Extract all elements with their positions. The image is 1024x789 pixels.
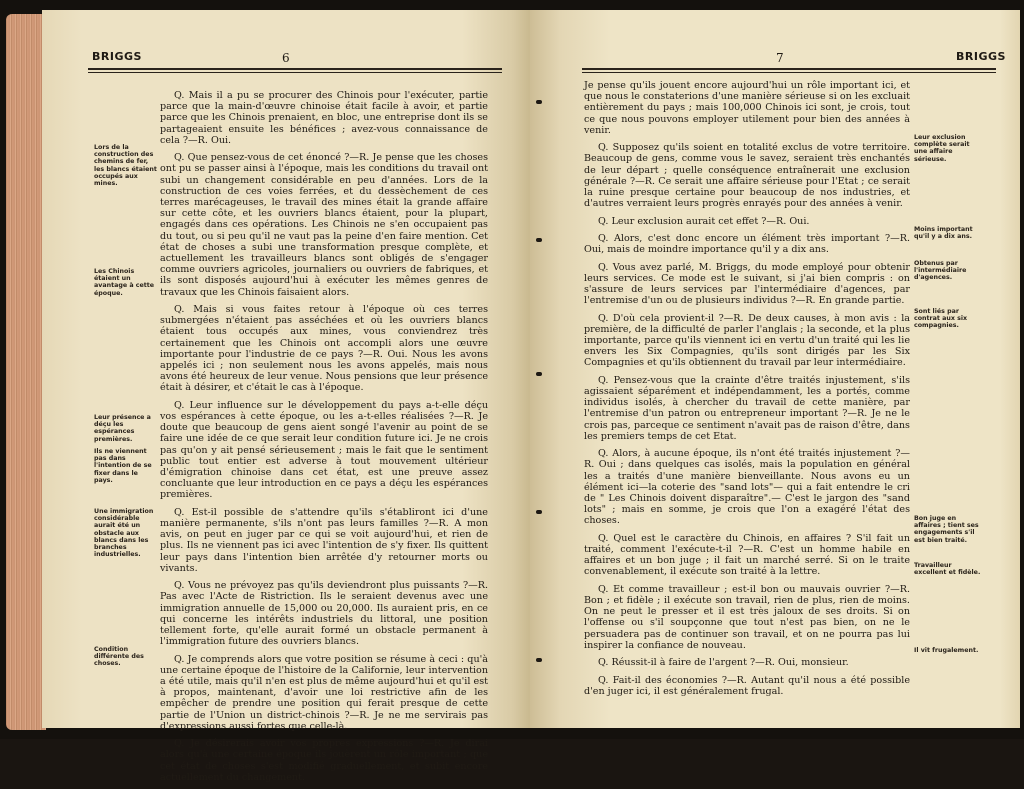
margin-note: Leur présence a déçu les espérances premières.	[94, 414, 151, 443]
margin-note: Les Chinois étaient un avantage à cette époque.	[94, 268, 155, 297]
margin-note: Obtenus par l'intermédiaire d'agences.	[914, 260, 967, 282]
paragraph: Q. Et comme travailleur ; est-il bon ou mauvais ouvrier ?—R. Bon ; et fidèle ; il exécute son travail, rien de plus, rien de moins. On ne peut le presser et il est très jaloux de ses droits. Si on l'offense ou s'il soupçonne que tout n'est pas bien, on ne le persuadera pas de continuer son travail, et on ne pourra pas lui inspirer la confiance de nouveau.	[584, 583, 910, 651]
margin-note: Une immigration considérable aurait été un obstacle aux blancs dans les branches industrielles.	[94, 508, 154, 559]
paragraph: Q. Pensez-vous que la crainte d'être traités injustement, s'ils agissaient séparément et indépendamment, les a portés, comme individus isolés, à chercher du travail de cette manière, par l'entremise d'un patron ou entrepreneur important ?—R. Je ne le crois pas, parceque ce sentiment n'avait pas de raison d'être, dans les premiers temps de cet Etat.	[584, 374, 910, 442]
paragraph: Q. Alors, c'est donc encore un élément très important ?—R. Oui, mais de moindre importance qu'il y a dix ans.	[584, 233, 910, 256]
left-page	[42, 10, 530, 783]
binding-stitch	[536, 372, 542, 376]
paragraph: Q. Que pensez-vous de cet énoncé ?—R. Je pense que les choses ont pu se passer ainsi à l'époque, mais les conditions du travail ont subi un changement considérable en peu d'années. Lors de la construction de ces voies ferrées, et du dessèchement de ces terres marécageuses, le travail des mines était la grande affaire sur cette côte, et les ouvriers blancs étaient, pour la plupart, engagés dans ces opérations. Les Chinois ne s'en occupaient pas du tout, ou si peu qu'il ne vaut pas la peine d'en faire mention. Cet état de choses a subi une transformation presque complète, et actuellement les travailleurs blancs sont obligés de s'engager comme ouvriers agricoles, journaliers ou ouvriers de fabriques, et ils sont disposés aujourd'hui à exécuter les mêmes genres de travaux que les Chinois faisaient alors.	[160, 152, 488, 298]
paragraph: Q. Est-il possible de s'attendre qu'ils s'établiront ici d'une manière permanente, s'ils n'ont pas leurs familles ?—R. A mon avis, on peut en juger par ce qui se voit aujourd'hui, et rien de plus. Ils ne viennent pas ici avec l'intention de s'y fixer. Ils quittent leur pays dans l'intention bien arrêtée d'y retourner morts ou vivants.	[160, 506, 488, 574]
paragraph: Q. Je comprends alors que votre position se résume à ceci : qu'à une certaine époque de l'histoire de la Californie, leur intervention a été utile, mais qu'il n'en est plus de même aujourd'hui et qu'il est à propos, maintenant, d'avoir une loi restrictive afin de les empêcher de prendre une position qui ferait presque de cette partie de l'Union un district-chinois ?—R. Je ne me servirais pas d'expressions aussi fortes que celle-là.	[160, 653, 488, 732]
binding-stitch	[536, 658, 542, 662]
right-page-body	[584, 80, 910, 703]
paragraph: Q. Mais il a pu se procurer des Chinois pour l'exécuter, partie parce que la main-d'œuvre chinoise était facile à avoir, et partie parce que les Chinois prenaient, en bloc, une entreprise dont ils se partageaient ensuite les bénéfices ; avez-vous connaissance de cela ?—R. Oui.	[160, 90, 488, 146]
right-page	[530, 10, 1020, 728]
margin-note: Il vit frugalement.	[914, 647, 979, 654]
paragraph: Q. Fait-il des économies ?—R. Autant qu'il nous a été possible d'en juger ici, il est généralement frugal.	[584, 674, 910, 697]
left-page-number: 6	[282, 51, 290, 65]
paragraph: Q. Mais si vous faites retour à l'époque où ces terres submergées n'étaient pas asséchées et où les ouvriers blancs étaient tous occupés aux mines, vous conviendrez très certainement que les Chinois ont accompli alors une œuvre importante pour l'industrie de ce pays ?—R. Oui. Nous les avons appelés ici ; non seulement nous les avons appelés, mais nous avons été heureux de leur venue. Nous pensions que leur présence était à désirer, et c'était le cas à l'époque.	[160, 304, 488, 394]
paragraph: Q. Réussit-il à faire de l'argent ?—R. Oui, monsieur.	[598, 657, 849, 669]
left-header-rule-thin	[88, 72, 502, 73]
margin-note: Lors de la construction des chemins de fer, les blancs étaient occupés aux mines.	[94, 144, 157, 188]
margin-note: Moins important qu'il y a dix ans.	[914, 226, 973, 241]
paragraph: Q. Supposez qu'ils soient en totalité exclus de votre territoire. Beaucoup de gens, comme vous le savez, seraient très enchantés de leur départ ; quelle conséquence entraînerait une exclusion générale ?—R. Ce serait une affaire sérieuse pour l'Etat ; ce serait la ruine presque certaine pour beaucoup de nos industries, et d'autres verraient leurs progrès enrayés pour des années à venir.	[584, 142, 910, 210]
paragraph: Q. Vous avez parlé, M. Briggs, du mode employé pour obtenir leurs services. Ce mode est le suivant, si j'ai bien compris : on s'assure de leurs services par l'intermédiaire d'agences, par l'entremise d'un ou de plusieurs individus ?—R. En grande partie.	[584, 261, 910, 307]
margin-note: Bon juge en affaires ; tient ses engagements s'il est bien traité.	[914, 515, 979, 544]
right-header-rule-thin	[582, 72, 996, 73]
binding-stitch	[536, 510, 542, 514]
paragraph: Q. D'où cela provient-il ?—R. De deux causes, à mon avis : la première, de la difficulté de parler l'anglais ; la seconde, et la plus importante, parce qu'ils viennent ici en vertu d'un traité qui les lie envers les Six Compagnies, qu'ils sont dirigés par les Six Compagnies et qu'ils obtiennent du travail par leur intermédiaire.	[584, 312, 910, 369]
margin-note: Condition différente des choses.	[94, 646, 144, 668]
paragraph: Q. Leur exclusion aurait cet effet ?—R. Oui.	[598, 215, 810, 227]
left-running-header: BRIGGS	[92, 50, 142, 63]
margin-note: Travailleur excellent et fidèle.	[914, 562, 981, 577]
paragraph: Q. Quel est le caractère du Chinois, en affaires ? S'il fait un traité, comment l'exécute-t-il ?—R. C'est un homme habile en affaires et un bon juge ; il fait un marché serré. Si on le traite convenablement, il exécute son traité à la lettre.	[584, 532, 910, 578]
binding-stitch	[536, 238, 542, 242]
paragraph: Q. Leur influence sur le développement du pays a-t-elle déçu vos espérances à cette époque, ou les a-t-elles réalisées ?—R. Je doute que beaucoup de gens aient songé l'avenir au point de se faire une idée de ce que serait leur condition future ici. Je ne crois pas qu'on y ait pensé sérieusement ; mais le fait que le sentiment public tout entier est adverse à tout mouvement ultérieur d'émigration chinoise dans cet état, est une preuve assez concluante que leur introduction en ce pays a déçu les espérances premières.	[160, 399, 488, 501]
paragraph: Q. Vous ne prévoyez pas qu'ils deviendront plus puissants ?—R. Pas avec l'Acte de Ristriction. Ils le seraient devenus avec une immigration annuelle de 15,000 ou 20,000. Ils auraient pris, en ce qui concerne les intérêts industriels du littoral, une position tellement forte, qu'elle aurait formé un obstacle permanent à l'immigration future des ouvriers blancs.	[160, 580, 488, 648]
right-page-number: 7	[776, 51, 784, 65]
margin-note: Sont liés par contrat aux six compagnies.	[914, 308, 968, 330]
left-page-body	[160, 90, 488, 789]
paragraph: Je pense qu'ils jouent encore aujourd'hui un rôle important ici, et que nous le constaterions d'une manière sérieuse si on les excluait entièrement du pays ; mais 100,000 Chinois ici sont, je crois, tout ce que nous pouvons employer utilement pour bien des années à venir.	[584, 80, 910, 136]
paragraph: Q. Je désirerais avoir vos propres expressions ?—R. Je dirai alors qu'à une certaine époque ils jouèrent un rôle important ; que cet état de choses s'est modifié graduellement, et subit encore actuellement du changement.	[160, 738, 488, 783]
binding-stitch	[536, 100, 542, 104]
right-running-header: BRIGGS	[956, 50, 1006, 63]
paragraph: Q. Alors, à aucune époque, ils n'ont été traités injustement ?—R. Oui ; dans quelques cas isolés, mais la population en général les a traités d'une manière bienveillante. Nous avons eu un élément ici—la coterie des "sand lots"— qui a fait entendre le cri de " Les Chinois doivent disparaître".— C'est le jargon des "sand lots" ; mais en somme, je crois que l'on a exagéré l'état des choses.	[584, 448, 910, 527]
left-header-rule	[88, 68, 502, 70]
right-header-rule	[582, 68, 996, 70]
margin-note: Ils ne viennent pas dans l'intention de se fixer dans le pays.	[94, 448, 152, 484]
page-edges	[6, 14, 46, 730]
margin-note: Leur exclusion complète serait une affaire sérieuse.	[914, 134, 970, 163]
